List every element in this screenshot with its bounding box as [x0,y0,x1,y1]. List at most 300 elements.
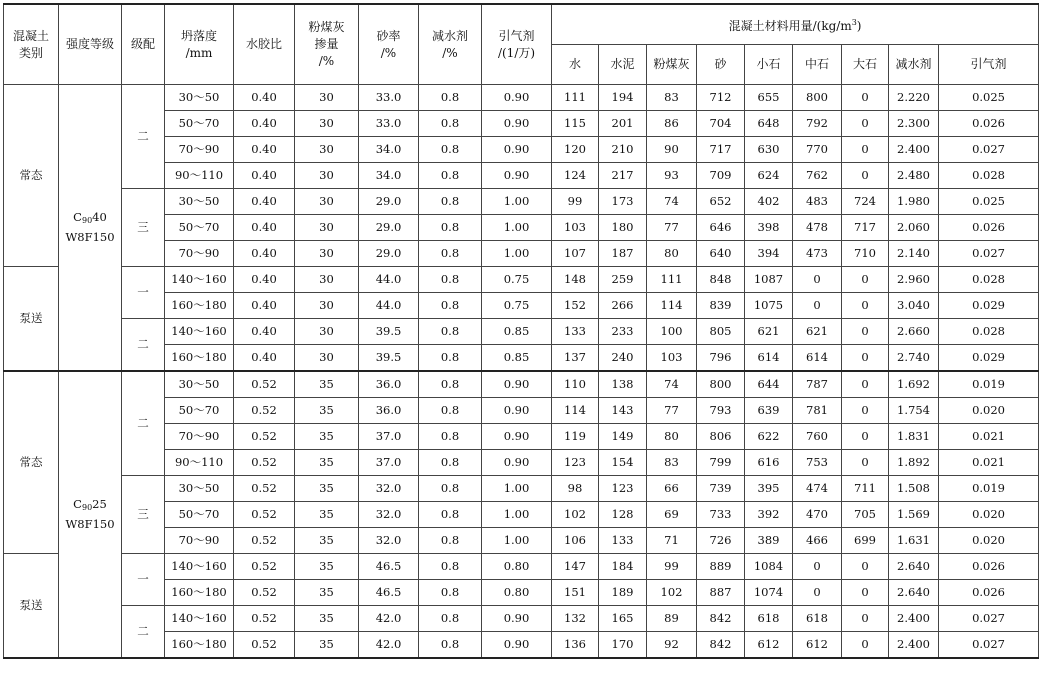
flyash-cell: 89 [647,606,697,632]
header-water-reducer: 减水剂 /% [419,4,482,85]
header-air-entrainer: 引气剂 /(1/万) [482,4,552,85]
water-reducer-cell: 0.8 [419,371,482,398]
concrete-type-cell: 常态 [4,85,59,267]
water-reducer-cell: 0.8 [419,267,482,293]
flyash-cell: 86 [647,111,697,137]
water-binder-ratio-cell: 0.52 [234,502,295,528]
small-stone-cell: 1084 [745,554,793,580]
air-entrainer-cell: 0.90 [482,398,552,424]
reducer-dose-cell: 2.060 [889,215,939,241]
cement-cell: 201 [599,111,647,137]
slump-cell: 140～160 [165,554,234,580]
sand-cell: 739 [697,476,745,502]
water-reducer-cell: 0.8 [419,189,482,215]
water-cell: 151 [552,580,599,606]
table-row [4,85,1039,111]
air-entrainer-dose-cell: 0.019 [939,371,1039,398]
flyash-content-cell: 30 [295,111,359,137]
header-sand-ratio: 砂率 /% [359,4,419,85]
cement-cell: 194 [599,85,647,111]
reducer-dose-cell: 2.640 [889,554,939,580]
sand-cell: 800 [697,371,745,398]
large-stone-cell: 0 [842,450,889,476]
water-cell: 102 [552,502,599,528]
concrete-type-cell: 常态 [4,371,59,554]
sand-ratio-cell: 39.5 [359,345,419,372]
air-entrainer-cell: 0.80 [482,554,552,580]
sand-ratio-cell: 32.0 [359,476,419,502]
header-slump: 坍落度 /mm [165,4,234,85]
grade-durability: W8F150 [65,517,115,531]
medium-stone-cell: 770 [793,137,842,163]
air-entrainer-dose-cell: 0.026 [939,580,1039,606]
air-entrainer-cell: 0.90 [482,163,552,189]
small-stone-cell: 621 [745,319,793,345]
flyash-content-cell: 35 [295,554,359,580]
large-stone-cell: 0 [842,163,889,189]
water-cell: 133 [552,319,599,345]
small-stone-cell: 394 [745,241,793,267]
sand-ratio-cell: 37.0 [359,424,419,450]
water-binder-ratio-cell: 0.40 [234,215,295,241]
water-cell: 136 [552,632,599,659]
concrete-type-cell: 泵送 [4,554,59,659]
flyash-cell: 111 [647,267,697,293]
sand-ratio-cell: 36.0 [359,398,419,424]
slump-cell: 70～90 [165,241,234,267]
table-row [4,371,1039,398]
water-reducer-cell: 0.8 [419,85,482,111]
medium-stone-cell: 614 [793,345,842,372]
large-stone-cell: 0 [842,111,889,137]
table-header [4,4,1039,85]
water-binder-ratio-cell: 0.40 [234,267,295,293]
header-concrete-type: 混凝土 类别 [4,4,59,85]
flyash-content-cell: 30 [295,241,359,267]
flyash-content-cell: 35 [295,450,359,476]
water-cell: 137 [552,345,599,372]
cement-cell: 154 [599,450,647,476]
cement-cell: 128 [599,502,647,528]
large-stone-cell: 0 [842,345,889,372]
mix-proportion-table [3,3,1039,659]
sand-ratio-cell: 29.0 [359,215,419,241]
medium-stone-cell: 0 [793,554,842,580]
air-entrainer-cell: 0.90 [482,606,552,632]
header-large-stone: 大石 [842,45,889,85]
medium-stone-cell: 762 [793,163,842,189]
slump-cell: 50～70 [165,502,234,528]
air-entrainer-cell: 0.90 [482,450,552,476]
medium-stone-cell: 787 [793,371,842,398]
sand-cell: 640 [697,241,745,267]
small-stone-cell: 639 [745,398,793,424]
cement-cell: 143 [599,398,647,424]
sand-cell: 712 [697,85,745,111]
reducer-dose-cell: 2.400 [889,632,939,659]
water-binder-ratio-cell: 0.40 [234,189,295,215]
air-entrainer-dose-cell: 0.027 [939,632,1039,659]
air-entrainer-dose-cell: 0.027 [939,241,1039,267]
flyash-cell: 69 [647,502,697,528]
large-stone-cell: 711 [842,476,889,502]
water-reducer-cell: 0.8 [419,319,482,345]
sand-cell: 842 [697,606,745,632]
water-reducer-cell: 0.8 [419,111,482,137]
sand-ratio-cell: 46.5 [359,554,419,580]
water-cell: 98 [552,476,599,502]
air-entrainer-cell: 1.00 [482,502,552,528]
header-water: 水 [552,45,599,85]
large-stone-cell: 0 [842,424,889,450]
water-reducer-cell: 0.8 [419,450,482,476]
slump-cell: 30～50 [165,189,234,215]
water-cell: 148 [552,267,599,293]
flyash-cell: 93 [647,163,697,189]
header-water-binder-ratio: 水胶比 [234,4,295,85]
water-cell: 119 [552,424,599,450]
cement-cell: 259 [599,267,647,293]
water-binder-ratio-cell: 0.40 [234,111,295,137]
grading-cell: 二 [122,85,165,189]
flyash-content-cell: 35 [295,528,359,554]
water-binder-ratio-cell: 0.52 [234,371,295,398]
air-entrainer-dose-cell: 0.027 [939,137,1039,163]
reducer-dose-cell: 2.660 [889,319,939,345]
table-row [4,554,1039,580]
cement-cell: 240 [599,345,647,372]
reducer-dose-cell: 2.400 [889,606,939,632]
water-binder-ratio-cell: 0.40 [234,163,295,189]
sand-cell: 805 [697,319,745,345]
water-reducer-cell: 0.8 [419,424,482,450]
grade-code: $C_{90}25$ [73,497,107,512]
water-reducer-cell: 0.8 [419,398,482,424]
medium-stone-cell: 0 [793,293,842,319]
air-entrainer-dose-cell: 0.019 [939,476,1039,502]
cement-cell: 170 [599,632,647,659]
sand-ratio-cell: 42.0 [359,632,419,659]
table-row [4,267,1039,293]
sand-ratio-cell: 42.0 [359,606,419,632]
medium-stone-cell: 760 [793,424,842,450]
table-row [4,606,1039,632]
medium-stone-cell: 466 [793,528,842,554]
sand-ratio-cell: 29.0 [359,189,419,215]
cement-cell: 184 [599,554,647,580]
small-stone-cell: 644 [745,371,793,398]
reducer-dose-cell: 1.508 [889,476,939,502]
air-entrainer-cell: 1.00 [482,189,552,215]
large-stone-cell: 699 [842,528,889,554]
small-stone-cell: 612 [745,632,793,659]
sand-ratio-cell: 34.0 [359,137,419,163]
flyash-cell: 102 [647,580,697,606]
grading-cell: 二 [122,319,165,372]
small-stone-cell: 395 [745,476,793,502]
reducer-dose-cell: 2.480 [889,163,939,189]
air-entrainer-dose-cell: 0.029 [939,293,1039,319]
air-entrainer-dose-cell: 0.020 [939,398,1039,424]
grade-durability: W8F150 [65,230,115,244]
air-entrainer-cell: 0.90 [482,111,552,137]
sand-cell: 799 [697,450,745,476]
sand-ratio-cell: 32.0 [359,502,419,528]
slump-cell: 70～90 [165,137,234,163]
air-entrainer-cell: 0.90 [482,85,552,111]
cement-cell: 233 [599,319,647,345]
flyash-content-cell: 35 [295,606,359,632]
medium-stone-cell: 478 [793,215,842,241]
slump-cell: 160～180 [165,293,234,319]
water-reducer-cell: 0.8 [419,632,482,659]
large-stone-cell: 0 [842,632,889,659]
small-stone-cell: 1075 [745,293,793,319]
medium-stone-cell: 470 [793,502,842,528]
flyash-cell: 80 [647,241,697,267]
sand-cell: 646 [697,215,745,241]
reducer-dose-cell: 1.692 [889,371,939,398]
flyash-content-cell: 30 [295,319,359,345]
air-entrainer-dose-cell: 0.021 [939,450,1039,476]
flyash-cell: 74 [647,371,697,398]
reducer-dose-cell: 1.831 [889,424,939,450]
reducer-dose-cell: 1.631 [889,528,939,554]
flyash-content-cell: 35 [295,476,359,502]
large-stone-cell: 0 [842,293,889,319]
air-entrainer-dose-cell: 0.025 [939,85,1039,111]
slump-cell: 90～110 [165,450,234,476]
flyash-content-cell: 35 [295,424,359,450]
small-stone-cell: 389 [745,528,793,554]
small-stone-cell: 1087 [745,267,793,293]
air-entrainer-dose-cell: 0.027 [939,606,1039,632]
slump-cell: 30～50 [165,476,234,502]
medium-stone-cell: 800 [793,85,842,111]
water-reducer-cell: 0.8 [419,606,482,632]
water-cell: 106 [552,528,599,554]
water-cell: 114 [552,398,599,424]
air-entrainer-cell: 1.00 [482,241,552,267]
reducer-dose-cell: 2.140 [889,241,939,267]
cement-cell: 173 [599,189,647,215]
slump-cell: 140～160 [165,267,234,293]
air-entrainer-cell: 0.90 [482,371,552,398]
air-entrainer-cell: 0.75 [482,293,552,319]
sand-ratio-cell: 39.5 [359,319,419,345]
header-sand: 砂 [697,45,745,85]
reducer-dose-cell: 1.892 [889,450,939,476]
sand-ratio-cell: 46.5 [359,580,419,606]
sand-cell: 793 [697,398,745,424]
header-flyash: 粉煤灰 [647,45,697,85]
water-reducer-cell: 0.8 [419,580,482,606]
air-entrainer-dose-cell: 0.020 [939,502,1039,528]
small-stone-cell: 618 [745,606,793,632]
grading-cell: 三 [122,476,165,554]
large-stone-cell: 0 [842,554,889,580]
grading-cell: 二 [122,606,165,659]
water-reducer-cell: 0.8 [419,215,482,241]
sand-cell: 806 [697,424,745,450]
air-entrainer-dose-cell: 0.028 [939,319,1039,345]
grading-cell: 三 [122,189,165,267]
air-entrainer-dose-cell: 0.026 [939,554,1039,580]
sand-ratio-cell: 33.0 [359,111,419,137]
water-binder-ratio-cell: 0.52 [234,450,295,476]
air-entrainer-dose-cell: 0.028 [939,163,1039,189]
reducer-dose-cell: 2.740 [889,345,939,372]
flyash-cell: 74 [647,189,697,215]
sand-ratio-cell: 44.0 [359,293,419,319]
water-reducer-cell: 0.8 [419,241,482,267]
flyash-content-cell: 30 [295,137,359,163]
air-entrainer-dose-cell: 0.026 [939,111,1039,137]
flyash-content-cell: 30 [295,293,359,319]
water-cell: 124 [552,163,599,189]
cement-cell: 217 [599,163,647,189]
header-medium-stone: 中石 [793,45,842,85]
water-binder-ratio-cell: 0.40 [234,345,295,372]
small-stone-cell: 648 [745,111,793,137]
water-binder-ratio-cell: 0.52 [234,554,295,580]
slump-cell: 50～70 [165,111,234,137]
water-cell: 132 [552,606,599,632]
cement-cell: 149 [599,424,647,450]
cement-cell: 123 [599,476,647,502]
reducer-dose-cell: 2.220 [889,85,939,111]
sand-cell: 733 [697,502,745,528]
air-entrainer-cell: 0.75 [482,267,552,293]
flyash-cell: 100 [647,319,697,345]
table-row [4,189,1039,215]
header-material-usage: 混凝土材料用量$/(kg/m^3)$ [552,4,1039,45]
sand-ratio-cell: 29.0 [359,241,419,267]
large-stone-cell: 0 [842,580,889,606]
water-reducer-cell: 0.8 [419,528,482,554]
flyash-cell: 90 [647,137,697,163]
concrete-type-cell: 泵送 [4,267,59,372]
water-reducer-cell: 0.8 [419,345,482,372]
water-binder-ratio-cell: 0.40 [234,241,295,267]
sand-ratio-cell: 37.0 [359,450,419,476]
strength-grade-cell [59,371,122,658]
water-cell: 147 [552,554,599,580]
sand-ratio-cell: 32.0 [359,528,419,554]
large-stone-cell: 0 [842,398,889,424]
flyash-cell: 80 [647,424,697,450]
water-cell: 115 [552,111,599,137]
reducer-dose-cell: 2.960 [889,267,939,293]
medium-stone-cell: 781 [793,398,842,424]
sand-cell: 839 [697,293,745,319]
flyash-content-cell: 30 [295,267,359,293]
small-stone-cell: 398 [745,215,793,241]
air-entrainer-cell: 1.00 [482,528,552,554]
cement-cell: 138 [599,371,647,398]
header-flyash-content: 粉煤灰 掺量 /% [295,4,359,85]
water-cell: 120 [552,137,599,163]
header-aggregate-grading: 级配 [122,4,165,85]
flyash-content-cell: 30 [295,85,359,111]
water-reducer-cell: 0.8 [419,163,482,189]
sand-cell: 652 [697,189,745,215]
water-reducer-cell: 0.8 [419,293,482,319]
reducer-dose-cell: 1.754 [889,398,939,424]
reducer-dose-cell: 2.640 [889,580,939,606]
sand-ratio-cell: 44.0 [359,267,419,293]
sand-cell: 887 [697,580,745,606]
medium-stone-cell: 473 [793,241,842,267]
grading-cell: 一 [122,267,165,319]
water-binder-ratio-cell: 0.52 [234,580,295,606]
slump-cell: 140～160 [165,606,234,632]
medium-stone-cell: 483 [793,189,842,215]
grading-cell: 二 [122,371,165,476]
header-small-stone: 小石 [745,45,793,85]
medium-stone-cell: 753 [793,450,842,476]
air-entrainer-dose-cell: 0.026 [939,215,1039,241]
water-binder-ratio-cell: 0.52 [234,528,295,554]
air-entrainer-cell: 0.85 [482,345,552,372]
flyash-cell: 83 [647,450,697,476]
group-c25 [4,371,1039,658]
large-stone-cell: 710 [842,241,889,267]
small-stone-cell: 402 [745,189,793,215]
header-air-entrainer-dose: 引气剂 [939,45,1039,85]
large-stone-cell: 0 [842,267,889,293]
header-reducer-dose: 减水剂 [889,45,939,85]
reducer-dose-cell: 2.400 [889,137,939,163]
small-stone-cell: 624 [745,163,793,189]
air-entrainer-dose-cell: 0.025 [939,189,1039,215]
table-row [4,319,1039,345]
large-stone-cell: 0 [842,371,889,398]
water-cell: 152 [552,293,599,319]
water-binder-ratio-cell: 0.40 [234,85,295,111]
sand-cell: 842 [697,632,745,659]
water-reducer-cell: 0.8 [419,554,482,580]
water-cell: 111 [552,85,599,111]
flyash-cell: 71 [647,528,697,554]
reducer-dose-cell: 2.300 [889,111,939,137]
large-stone-cell: 717 [842,215,889,241]
water-binder-ratio-cell: 0.52 [234,424,295,450]
sand-ratio-cell: 36.0 [359,371,419,398]
large-stone-cell: 0 [842,137,889,163]
cement-cell: 266 [599,293,647,319]
flyash-content-cell: 35 [295,632,359,659]
medium-stone-cell: 612 [793,632,842,659]
small-stone-cell: 614 [745,345,793,372]
air-entrainer-cell: 1.00 [482,215,552,241]
flyash-content-cell: 30 [295,345,359,372]
flyash-content-cell: 35 [295,580,359,606]
medium-stone-cell: 618 [793,606,842,632]
air-entrainer-cell: 0.90 [482,632,552,659]
cement-cell: 165 [599,606,647,632]
slump-cell: 30～50 [165,85,234,111]
group-c40 [4,85,1039,372]
sand-cell: 726 [697,528,745,554]
flyash-content-cell: 30 [295,215,359,241]
flyash-cell: 77 [647,398,697,424]
cement-cell: 180 [599,215,647,241]
flyash-cell: 103 [647,345,697,372]
air-entrainer-cell: 0.90 [482,137,552,163]
sand-cell: 889 [697,554,745,580]
slump-cell: 160～180 [165,345,234,372]
